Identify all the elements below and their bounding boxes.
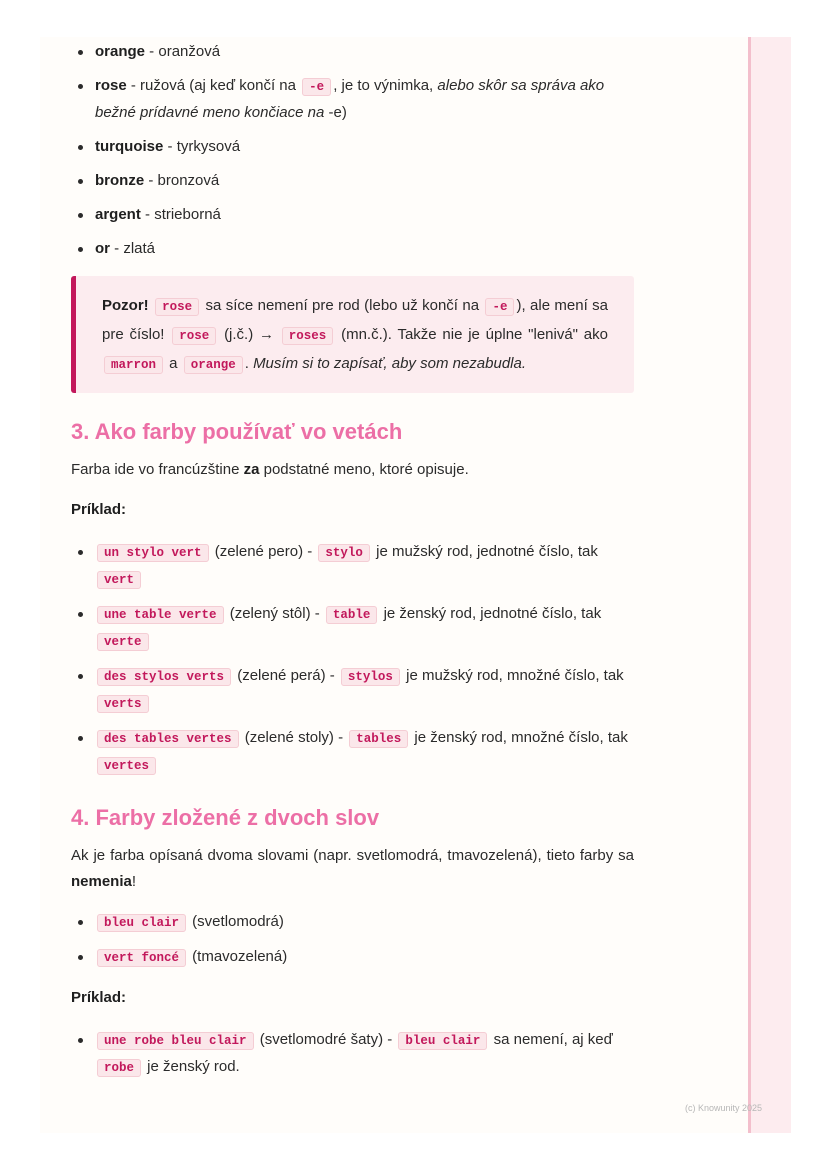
inline-code: une table verte [97, 606, 224, 624]
document-content [71, 37, 634, 1089]
translation: (zelené perá) - [233, 667, 339, 684]
inline-code: vertes [97, 757, 156, 775]
description: (svetlomodrá) [188, 913, 284, 930]
rule-text: je mužský rod, množné číslo, tak [401, 667, 624, 684]
inline-code: -e [302, 78, 331, 96]
callout-text: (j.č.) → [218, 326, 280, 343]
list-item [95, 944, 634, 971]
translation: (zelené stoly) - [240, 729, 348, 746]
suffix: -e [328, 104, 342, 121]
callout-text: (mn.č.). Takže nie je úplne "lenivá" ako [335, 326, 608, 343]
inline-code: un stylo vert [97, 544, 209, 562]
rule-text: je ženský rod, množné číslo, tak [410, 729, 628, 746]
inline-code: verts [97, 695, 149, 713]
list-item [95, 39, 634, 65]
bold-text: za [243, 461, 260, 478]
section-intro [71, 457, 634, 483]
translation: (svetlomodré šaty) - [255, 1031, 397, 1048]
callout-italic-note: Musím si to zapísať, aby som nezabudla. [253, 355, 526, 372]
text: Farba ide vo francúzštine [71, 461, 244, 478]
section-intro [71, 843, 634, 895]
description: (tmavozelená) [188, 948, 288, 965]
list-item [95, 601, 634, 655]
list-item [95, 909, 634, 936]
warning-callout [71, 276, 634, 393]
inline-code: robe [97, 1059, 141, 1077]
inline-code: stylos [341, 668, 400, 686]
term: turquoise [95, 138, 164, 155]
inline-code: stylo [318, 544, 370, 562]
colors-list [71, 39, 634, 262]
side-margin-strip [748, 37, 791, 1133]
description: bronzová [157, 172, 220, 189]
list-item [95, 73, 634, 126]
example-label: Príklad: [71, 501, 127, 518]
text: ! [131, 873, 137, 890]
examples-list [71, 539, 634, 779]
description: strieborná [154, 206, 221, 223]
separator: - [145, 43, 159, 60]
callout-text: ), ale mení sa pre číslo! [102, 297, 609, 343]
rule-text: je mužský rod, jednotné číslo, tak [371, 543, 598, 560]
list-item [95, 663, 634, 717]
list-item [95, 202, 634, 228]
list-item [95, 236, 634, 262]
callout-text: sa síce nemení pre rod (lebo už končí na [201, 297, 484, 314]
term: orange [95, 43, 146, 60]
inline-code: bleu clair [398, 1032, 487, 1050]
inline-code: verte [97, 633, 149, 651]
inline-code: une robe bleu clair [97, 1032, 254, 1050]
italic-note: alebo skôr sa správa ako bežné prídavné meno končiace na [95, 77, 605, 121]
inline-code: -e [485, 298, 514, 316]
list-item [95, 168, 634, 194]
inline-code: vert [97, 571, 141, 589]
list-item [95, 134, 634, 160]
section-heading: 3. Ako farby používať vo vetách [71, 419, 403, 444]
separator: - [144, 172, 158, 189]
inline-code: des stylos verts [97, 668, 231, 686]
text: podstatné meno, ktoré opisuje. [259, 461, 469, 478]
separator: - [110, 240, 124, 257]
compound-colors-list [71, 909, 634, 971]
inline-code: tables [349, 730, 408, 748]
rule-text: sa nemení, aj keď [489, 1031, 613, 1048]
rule-text: je ženský rod. [143, 1058, 240, 1075]
inline-code: marron [104, 356, 163, 374]
translation: (zelený stôl) - [225, 605, 324, 622]
section-heading: 4. Farby zložené z dvoch slov [71, 805, 380, 830]
description: ) [341, 104, 347, 121]
callout-lead: Pozor! [102, 297, 149, 314]
inline-code: orange [184, 356, 243, 374]
copyright-footer: (c) Knowunity 2025 [685, 1103, 763, 1113]
rule-text: je ženský rod, jednotné číslo, tak [379, 605, 602, 622]
description: oranžová [158, 43, 221, 60]
term: or [95, 240, 110, 257]
callout-text: . [244, 355, 254, 372]
example-label: Príklad: [71, 989, 127, 1006]
term: rose [95, 77, 127, 94]
term: argent [95, 206, 141, 223]
list-item [95, 725, 634, 779]
inline-code: vert foncé [97, 949, 186, 967]
callout-text: a [165, 355, 182, 372]
inline-code: roses [282, 327, 334, 345]
term: bronze [95, 172, 145, 189]
description: zlatá [123, 240, 156, 257]
description: tyrkysová [176, 138, 241, 155]
separator: - [126, 77, 141, 94]
inline-code: bleu clair [97, 914, 186, 932]
inline-code: rose [172, 327, 216, 345]
separator: - [140, 206, 155, 223]
examples-list [71, 1027, 634, 1081]
description: ružová (aj keď končí na [140, 77, 301, 94]
separator: - [163, 138, 177, 155]
list-item [95, 539, 634, 593]
text: Ak je farba opísaná dvoma slovami (napr. svetlomodrá, tmavozelená), tieto farby sa [71, 847, 634, 864]
bold-text: nemenia [71, 873, 132, 890]
inline-code: des tables vertes [97, 730, 239, 748]
inline-code: table [326, 606, 378, 624]
description: , je to výnimka, [333, 77, 438, 94]
translation: (zelené pero) - [210, 543, 317, 560]
list-item [95, 1027, 634, 1081]
inline-code: rose [155, 298, 199, 316]
